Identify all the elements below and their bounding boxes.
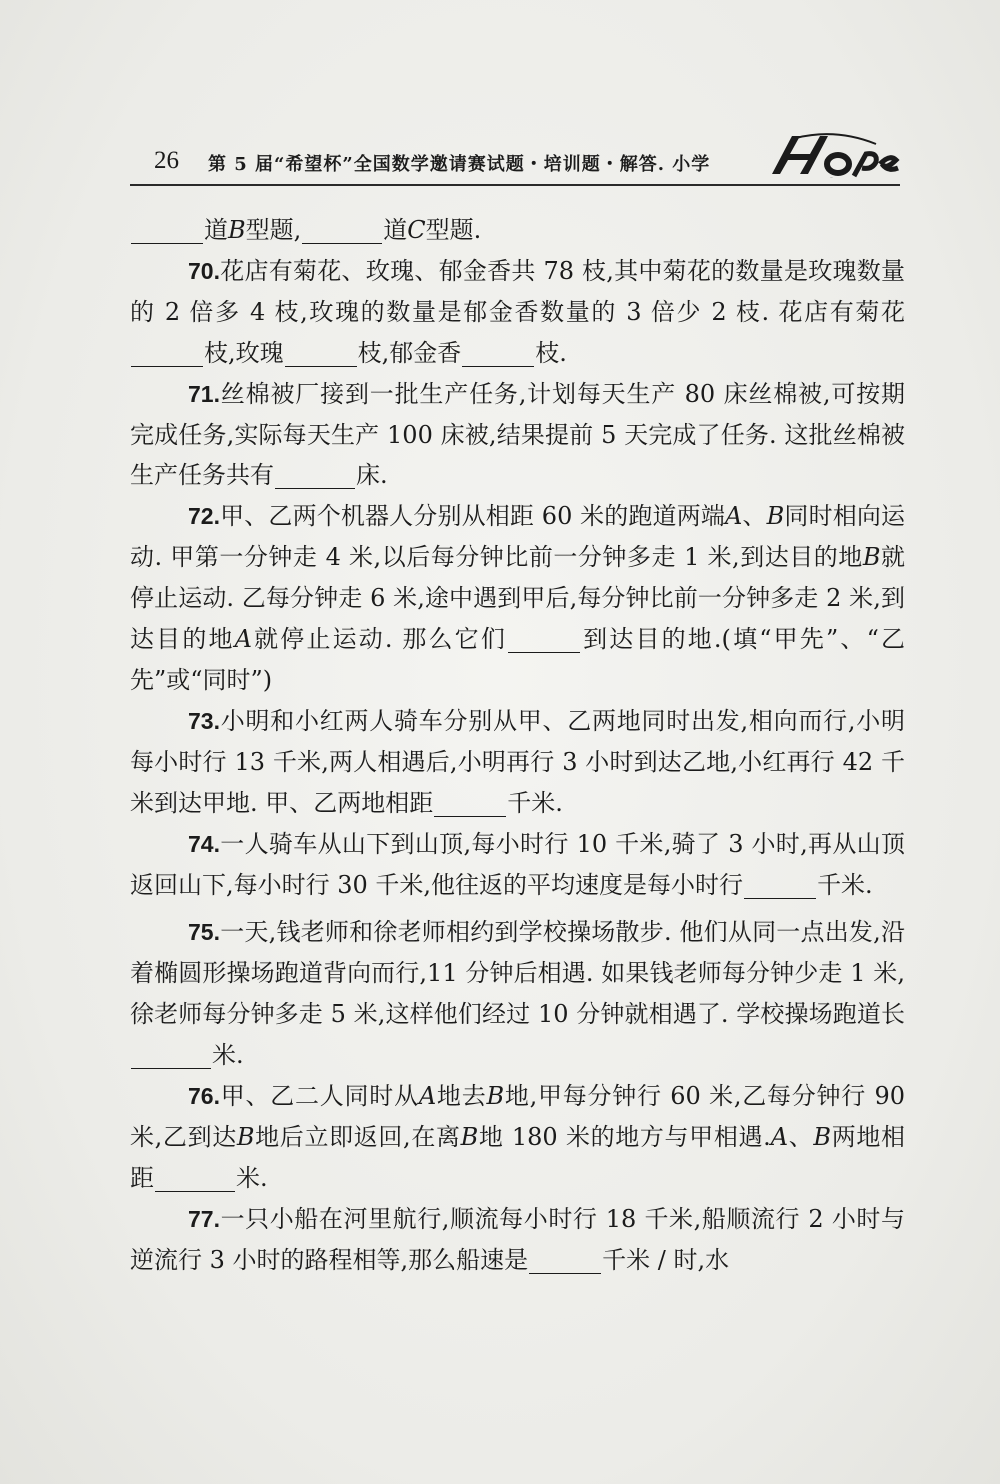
problem-77: 77.一只小船在河里航行,顺流每小时行 18 千米,船顺流行 2 小时与逆流行 3 小时的路程相等,那么船速是 千米 / 时,水	[130, 1204, 905, 1274]
page-number: 26	[154, 147, 179, 174]
answer-blank	[744, 874, 816, 899]
problem-number: 71.	[188, 380, 220, 407]
answer-blank	[462, 342, 534, 367]
running-title: 第 5 届“希望杯”全国数学邀请赛试题・培训题・解答. 小学	[208, 154, 711, 175]
answer-blank	[285, 342, 357, 367]
problem-number: 77.	[188, 1205, 220, 1232]
problem-number: 73.	[188, 707, 220, 734]
problem-number: 76.	[188, 1083, 220, 1110]
problem-76: 76.甲、乙二人同时从A地去B地,甲每分钟行 60 米,乙每分钟行 90 米,乙到达B地后立即返回,在离B地 180 米的地方与甲相遇.A、B两地相距 米.	[130, 1082, 905, 1192]
problem-number: 72.	[188, 503, 220, 530]
answer-blank	[155, 1167, 235, 1192]
svg-text:Hope: Hope	[830, 178, 833, 179]
answer-blank	[529, 1249, 601, 1274]
problem-72: 72.甲、乙两个机器人分别从相距 60 米的跑道两端A、B同时相向运动. 甲第一分钟走 4 米,以后每分钟比前一分钟多走 1 米,到达目的地B就停止运动. 乙每分钟走 6 米,途中遇到甲后,每分钟比前一分钟多走 2 米,到达目的地A就停止运动. 那么它们 到达目的地.(填“甲先”、“乙先”或“同时”)	[130, 502, 906, 694]
answer-blank	[131, 219, 203, 244]
problem-69-tail: 道B型题, 道C型题.	[130, 210, 905, 251]
page-header	[130, 132, 900, 186]
problem-number: 75.	[188, 919, 220, 946]
answer-blank	[131, 342, 203, 367]
answer-blank	[434, 792, 506, 817]
answer-blank	[508, 628, 580, 653]
problem-number: 74.	[188, 830, 220, 857]
answer-blank	[131, 1044, 211, 1069]
answer-blank	[302, 219, 382, 244]
problems-body	[130, 210, 905, 1281]
answer-blank	[275, 464, 355, 489]
problem-70: 70.花店有菊花、玫瑰、郁金香共 78 枝,其中菊花的数量是玫瑰数量的 2 倍多 4 枝,玫瑰的数量是郁金香数量的 3 倍少 2 枝. 花店有菊花枝,玫瑰 枝,郁金香 枝.	[130, 256, 905, 367]
problem-71: 71.丝棉被厂接到一批生产任务,计划每天生产 80 床丝棉被,可按期完成任务,实际每天生产 100 床被,结果提前 5 天完成了任务. 这批丝棉被生产任务共有 床.	[130, 379, 905, 490]
problem-75: 75.一天,钱老师和徐老师相约到学校操场散步. 他们从同一点出发,沿着椭圆形操场跑道背向而行,11 分钟后相遇. 如果钱老师每分钟少走 1 米,徐老师每分钟多走 5 米,这样他们经过 10 分钟就相遇了. 学校操场跑道长米.	[130, 918, 905, 1070]
header-rule	[130, 184, 900, 186]
problem-number: 70.	[188, 257, 220, 284]
hope-logo	[766, 130, 900, 180]
problem-74: 74.一人骑车从山下到山顶,每小时行 10 千米,骑了 3 小时,再从山顶返回山下,每小时行 30 千米,他往返的平均速度是每小时行 千米.	[130, 829, 905, 899]
problem-73: 73.小明和小红两人骑车分别从甲、乙两地同时出发,相向而行,小明每小时行 13 千米,两人相遇后,小明再行 3 小时到达乙地,小红再行 42 千米到达甲地. 甲、乙两地相距 千米.	[130, 706, 905, 817]
